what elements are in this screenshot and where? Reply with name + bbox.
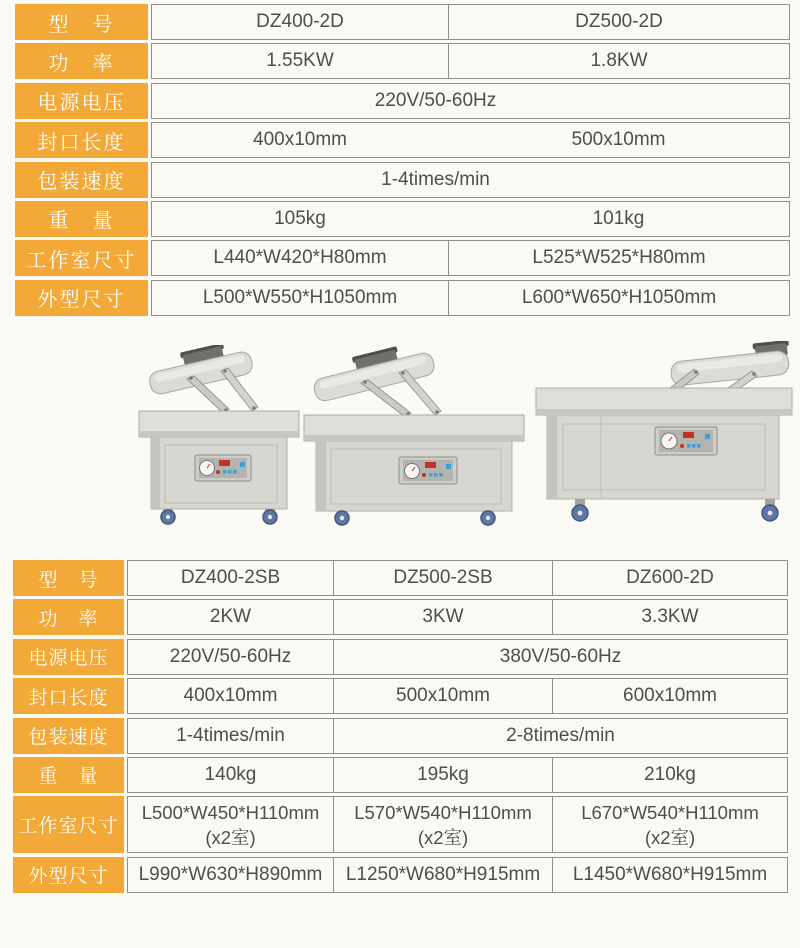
row-label: 工作室尺寸 (15, 240, 148, 276)
row-cells (151, 122, 790, 158)
table-row-power (13, 599, 788, 635)
table-cell: L525*W525*H80mm (448, 240, 790, 276)
table-row-model (13, 560, 788, 596)
table-cell (333, 796, 553, 853)
table-cell: DZ500-2D (448, 4, 790, 40)
table-row-chamber-size (13, 796, 788, 853)
row-cells (127, 678, 788, 714)
row-cells (127, 639, 788, 675)
row-cells (127, 757, 788, 793)
table-row-weight (15, 201, 790, 237)
table-cell: 400x10mm (253, 129, 347, 151)
table-row-outer-size (13, 857, 788, 893)
row-cells (127, 599, 788, 635)
row-label: 重 量 (15, 201, 148, 237)
table-cell: 1.55KW (151, 43, 449, 79)
table-cell: 3KW (333, 599, 553, 635)
table-row-weight (13, 757, 788, 793)
vacuum-packing-machine-photo-left (133, 345, 307, 527)
row-cells (151, 83, 790, 119)
row-label: 外型尺寸 (15, 280, 148, 316)
machine-control-panel (195, 455, 251, 481)
cell-line-2: (x2室) (644, 826, 696, 848)
table-row-voltage (13, 639, 788, 675)
table-cell (127, 796, 334, 853)
table-row-seal-length (15, 122, 790, 158)
row-cells (127, 796, 788, 853)
table-cell: 210kg (552, 757, 788, 793)
table-cell-span: 2-8times/min (333, 718, 788, 754)
row-label: 功 率 (15, 43, 148, 79)
table-cell: 600x10mm (552, 678, 788, 714)
table-cell-span: 220V/50-60Hz (151, 83, 790, 119)
table-cell: 1-4times/min (127, 718, 334, 754)
spec-table-top (15, 4, 790, 319)
row-cells (151, 4, 790, 40)
cell-line-2: (x2室) (205, 826, 256, 848)
table-cell: 2KW (127, 599, 334, 635)
row-cells (151, 240, 790, 276)
table-cell: 140kg (127, 757, 334, 793)
table-cell: 1.8KW (448, 43, 790, 79)
table-cell: L440*W420*H80mm (151, 240, 449, 276)
row-cells (151, 43, 790, 79)
table-cell: L500*W550*H1050mm (151, 280, 449, 316)
table-row-outer-size (15, 280, 790, 316)
table-cell: 101kg (592, 207, 645, 229)
machine-control-panel (655, 427, 717, 455)
cell-line-2: (x2室) (417, 826, 469, 848)
table-cell: L600*W650*H1050mm (448, 280, 790, 316)
cell-line-1: L670*W540*H110mm (581, 801, 759, 823)
row-label: 重 量 (13, 757, 124, 793)
row-cells (151, 201, 790, 237)
machine-control-panel (399, 457, 457, 484)
row-cells (151, 162, 790, 198)
table-cell: 105kg (274, 207, 326, 229)
row-label: 电源电压 (15, 83, 148, 119)
table-row-power (15, 43, 790, 79)
table-cell: L1250*W680*H915mm (333, 857, 553, 893)
row-label: 包装速度 (13, 718, 124, 754)
table-row-seal-length (13, 678, 788, 714)
row-label: 型 号 (13, 560, 124, 596)
table-cell: DZ500-2SB (333, 560, 553, 596)
vacuum-packing-machine-photo-middle (299, 345, 529, 527)
machine-wheels (572, 499, 778, 521)
table-cell: 220V/50-60Hz (127, 639, 334, 675)
table-cell: DZ400-2SB (127, 560, 334, 596)
row-label: 外型尺寸 (13, 857, 124, 893)
row-cells (127, 560, 788, 596)
row-label: 包装速度 (15, 162, 148, 198)
table-cell: 400x10mm (127, 678, 334, 714)
spec-table-bottom (13, 560, 788, 896)
table-cell: DZ600-2D (552, 560, 788, 596)
row-label: 封口长度 (15, 122, 148, 158)
table-cell: L990*W630*H890mm (127, 857, 334, 893)
table-cell: 3.3KW (552, 599, 788, 635)
row-label: 型 号 (15, 4, 148, 40)
table-cell: 195kg (333, 757, 553, 793)
row-cells (127, 857, 788, 893)
table-cell-span: 1-4times/min (151, 162, 790, 198)
table-cell: 500x10mm (333, 678, 553, 714)
row-cells (127, 718, 788, 754)
table-cell: 500x10mm (571, 129, 666, 151)
row-label: 电源电压 (13, 639, 124, 675)
table-cell: DZ400-2D (151, 4, 449, 40)
table-row-packing-speed (15, 162, 790, 198)
row-label: 封口长度 (13, 678, 124, 714)
table-cell-span: 380V/50-60Hz (333, 639, 788, 675)
table-cell-merged (151, 122, 790, 158)
table-row-chamber-size (15, 240, 790, 276)
row-label: 功 率 (13, 599, 124, 635)
table-cell-merged (151, 201, 790, 237)
row-label: 工作室尺寸 (13, 796, 124, 853)
machine-photos-strip (0, 330, 800, 540)
table-row-packing-speed (13, 718, 788, 754)
cell-line-1: L500*W450*H110mm (141, 801, 320, 823)
machine-wheels (161, 509, 277, 524)
table-cell: L1450*W680*H915mm (552, 857, 788, 893)
row-cells (151, 280, 790, 316)
table-row-model (15, 4, 790, 40)
table-cell (552, 796, 788, 853)
table-row-voltage (15, 83, 790, 119)
vacuum-packing-machine-photo-right (531, 341, 797, 527)
machine-wheels (335, 511, 495, 525)
cell-line-1: L570*W540*H110mm (354, 801, 532, 823)
